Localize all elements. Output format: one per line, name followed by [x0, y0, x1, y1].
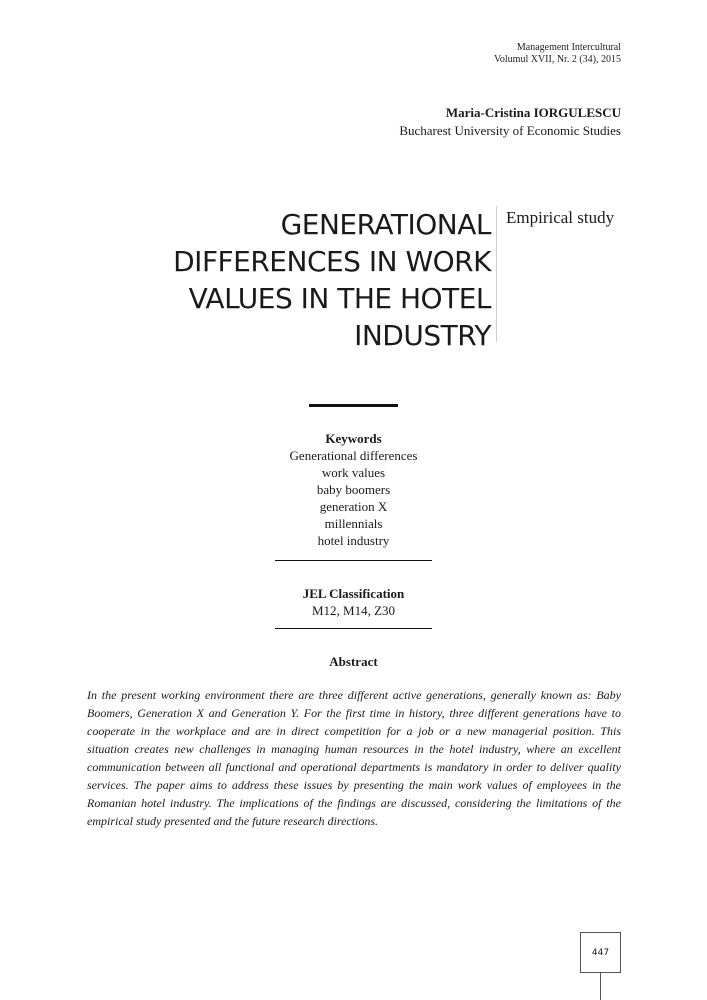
keywords-section	[0, 430, 707, 549]
author-name: Maria-Cristina IORGULESCU	[445, 105, 621, 120]
paper-title: GENERATIONAL DIFFERENCES IN WORK VALUES IN THE HOTEL INDUSTRY	[173, 208, 491, 352]
journal-name: Management Intercultural	[516, 42, 621, 53]
keyword-item: baby boomers	[316, 482, 391, 497]
journal-volume: Volumul XVII, Nr. 2 (34), 2015	[493, 54, 621, 65]
journal-header	[494, 42, 621, 66]
abstract-heading: Abstract	[329, 654, 378, 669]
jel-section	[0, 585, 707, 619]
study-type: Empirical study	[506, 208, 615, 227]
author-affiliation: Bucharest University of Economic Studies	[399, 123, 621, 138]
keywords-rule	[275, 560, 432, 561]
keyword-item: generation X	[319, 499, 388, 514]
keyword-item: work values	[321, 465, 386, 480]
keyword-item: hotel industry	[317, 533, 390, 548]
page-number-stem	[600, 973, 601, 1000]
section-rule-top	[309, 404, 398, 407]
keyword-item: Generational differences	[289, 448, 418, 463]
jel-rule	[275, 628, 432, 629]
keyword-item: millennials	[324, 516, 383, 531]
page-number: 447	[580, 932, 621, 973]
title-divider	[496, 206, 497, 342]
keywords-heading: Keywords	[325, 431, 382, 446]
jel-heading: JEL Classification	[302, 586, 405, 601]
author-block	[399, 104, 621, 140]
jel-codes: M12, M14, Z30	[311, 603, 396, 618]
abstract-text: In the present working environment there are three different active generations, generally known as: Baby Boomers, Generation X and Generation Y. For the first time in history, three different generations have to cooperate in the workplace and are in direct competition for a job or a new managerial position. This situation creates new challenges in managing human resources in the hotel industry, where an excellent communication between all functional and operational departments is mandatory in order to deliver quality services. The paper aims to address these issues by presenting the main work values of employees in the Romanian hotel industry. The implications of the findings are discussed, considering the limitations of the empirical study presented and the future research directions.	[87, 688, 621, 828]
